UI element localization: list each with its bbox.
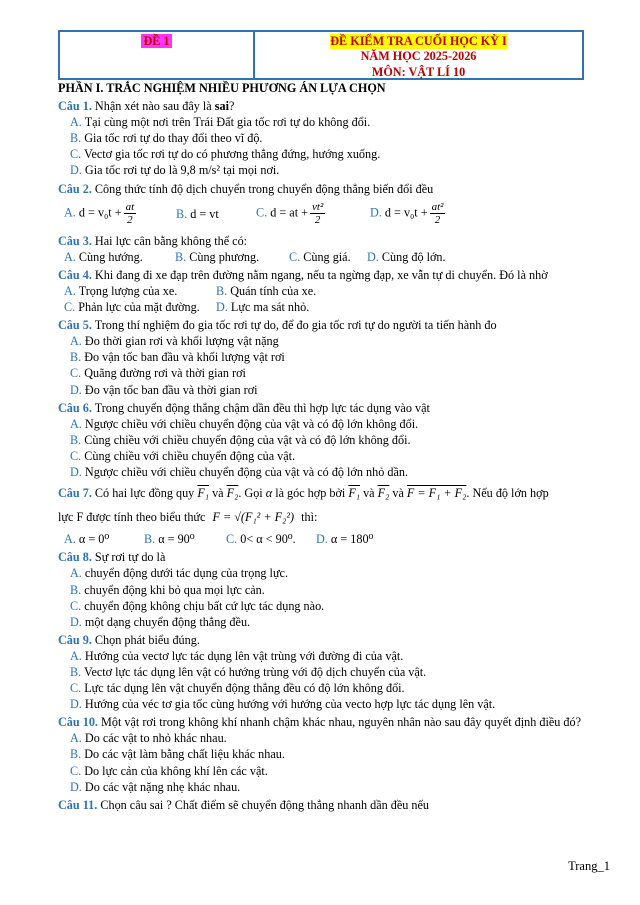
q4-options-row2 bbox=[58, 299, 588, 315]
exam-year: NĂM HỌC 2025-2026 bbox=[360, 49, 477, 64]
vector-f2: F₂ bbox=[377, 486, 390, 501]
question-text-end: ? bbox=[228, 99, 235, 114]
question-text: Một vật rơi trong không khí nhanh chậm khác nhau, nguyên nhân nào sau đây quyết định điều đó? bbox=[101, 715, 581, 730]
option-text: α = 180⁰ bbox=[330, 532, 374, 547]
option-text: chuyển động dưới tác dụng của trọng lực. bbox=[84, 566, 288, 581]
option-label: C. bbox=[70, 598, 82, 613]
question-number: Câu 11. bbox=[58, 797, 98, 812]
option-d[interactable] bbox=[58, 614, 588, 630]
option-b[interactable] bbox=[58, 664, 588, 680]
question-5 bbox=[58, 317, 588, 333]
option-text: Ngược chiều với chiều chuyển động của vật và có độ lớn nhỏ dần. bbox=[84, 464, 408, 479]
q3-options bbox=[58, 249, 588, 265]
option-a[interactable] bbox=[64, 249, 175, 265]
option-text: Tại cùng một nơi trên Trái Đất gia tốc rơi tự do không đổi. bbox=[84, 115, 371, 130]
option-label: B. bbox=[70, 582, 82, 597]
question-number: Câu 3. bbox=[58, 233, 92, 248]
option-d[interactable] bbox=[216, 299, 309, 315]
option-text: Đo vận tốc ban đầu và khối lượng vật rơi bbox=[84, 350, 285, 365]
option-label: A. bbox=[70, 334, 82, 349]
question-10 bbox=[58, 714, 588, 730]
question-2 bbox=[58, 181, 588, 197]
option-label: B. bbox=[70, 432, 82, 447]
option-d[interactable] bbox=[58, 779, 588, 795]
option-text: Do các vật làm bằng chất liệu khác nhau. bbox=[84, 747, 285, 762]
option-label: D. bbox=[316, 532, 328, 547]
q4-options-row1 bbox=[58, 283, 588, 299]
option-d[interactable] bbox=[367, 249, 446, 265]
question-1 bbox=[58, 98, 588, 114]
option-label: A. bbox=[64, 205, 76, 220]
option-label: B. bbox=[70, 665, 82, 679]
exam-title: ĐỀ KIỂM TRA CUỐI HỌC KỲ I bbox=[330, 34, 507, 48]
header-box bbox=[58, 30, 584, 80]
option-b[interactable] bbox=[58, 582, 588, 598]
option-label: A. bbox=[70, 648, 82, 663]
option-text: một dạng chuyển động thẳng đều. bbox=[84, 614, 251, 629]
option-text: Gia tốc rơi tự do là 9,8 m/s² tại mọi nơi. bbox=[84, 163, 280, 178]
option-label: A. bbox=[70, 731, 82, 746]
option-c[interactable] bbox=[58, 598, 588, 614]
option-label: C. bbox=[289, 249, 301, 264]
option-label: C. bbox=[64, 300, 76, 315]
question-text: Chọn phát biểu đúng. bbox=[94, 632, 200, 647]
option-c[interactable] bbox=[58, 680, 588, 696]
question-text: Nhận xét nào sau đây là bbox=[94, 99, 215, 114]
vector-f2: F₂ bbox=[226, 486, 239, 501]
option-a[interactable] bbox=[64, 531, 144, 547]
question-text: thì: bbox=[301, 510, 318, 525]
option-label: C. bbox=[70, 681, 82, 696]
option-label: A. bbox=[64, 532, 76, 547]
question-11 bbox=[58, 797, 588, 813]
question-text: . Gọi bbox=[238, 486, 263, 501]
option-label: D. bbox=[367, 249, 379, 264]
option-b[interactable] bbox=[58, 432, 588, 448]
option-text: Trọng lượng của xe. bbox=[78, 283, 178, 298]
question-4 bbox=[58, 267, 588, 283]
question-text: Trong chuyển động thẳng chậm dần đều thì hợp lực tác dụng vào vật bbox=[94, 400, 430, 415]
part-title: PHẦN I. TRẮC NGHIỆM NHIỀU PHƯƠNG ÁN LỰA CHỌN bbox=[58, 81, 386, 95]
option-d[interactable] bbox=[370, 201, 447, 226]
option-label: B. bbox=[175, 249, 187, 264]
option-b[interactable] bbox=[216, 283, 316, 299]
question-text: và bbox=[392, 486, 404, 501]
option-text: Phản lực của mặt đường. bbox=[78, 300, 200, 315]
option-label: D. bbox=[70, 779, 82, 794]
q7-options bbox=[58, 531, 588, 547]
option-c[interactable] bbox=[226, 531, 316, 547]
question-text: lực F được tính theo biểu thức bbox=[58, 510, 206, 525]
option-text: Đo vận tốc ban đầu và thời gian rơi bbox=[84, 382, 258, 397]
option-c[interactable] bbox=[289, 249, 367, 265]
option-c[interactable] bbox=[64, 299, 216, 315]
option-text: Hướng của véc tơ gia tốc cùng hướng với hướng của vecto hợp lực tác dụng lên vật. bbox=[84, 697, 496, 712]
question-number: Câu 4. bbox=[58, 267, 92, 282]
option-label: B. bbox=[70, 350, 82, 365]
option-label: C. bbox=[70, 448, 82, 463]
option-text: Cùng phương. bbox=[189, 249, 260, 264]
option-text: Ngược chiều với chiều chuyển động của vật và có độ lớn không đổi. bbox=[84, 416, 419, 431]
option-text: Lực ma sát nhỏ. bbox=[230, 300, 310, 315]
numerator: at bbox=[125, 201, 135, 214]
question-text: Khi đang đi xe đạp trên đường nằm ngang, nếu ta ngừng đạp, xe vẫn tự di chuyển. Đó là nhờ bbox=[94, 267, 548, 282]
option-label: D. bbox=[70, 382, 82, 397]
option-text: α = 0⁰ bbox=[78, 532, 110, 547]
option-text: Gia tốc rơi tự do thay đổi theo vĩ độ. bbox=[84, 131, 263, 146]
question-text: Hai lực cân bằng không thể có: bbox=[94, 233, 248, 248]
denominator: 2 bbox=[314, 214, 321, 227]
option-d[interactable] bbox=[58, 162, 588, 178]
option-label: B. bbox=[144, 532, 156, 547]
option-a[interactable] bbox=[64, 283, 216, 299]
option-a[interactable] bbox=[58, 333, 588, 349]
question-number: Câu 1. bbox=[58, 99, 92, 114]
option-label: C. bbox=[70, 147, 82, 162]
option-text: Cùng chiều với chiều chuyển động của vật và có độ lớn không đổi. bbox=[84, 432, 411, 447]
fraction bbox=[310, 201, 325, 226]
option-d[interactable] bbox=[58, 382, 588, 398]
option-c[interactable] bbox=[58, 146, 588, 162]
option-text: d = v₀t + bbox=[384, 205, 428, 220]
option-label: A. bbox=[64, 283, 76, 298]
option-text: d = at + bbox=[270, 205, 309, 220]
header-right-cell bbox=[255, 32, 582, 78]
option-label: C. bbox=[256, 205, 268, 220]
question-text: Công thức tính độ dịch chuyển trong chuyển động thẳng biến đổi đều bbox=[94, 181, 434, 196]
option-a[interactable] bbox=[58, 114, 588, 130]
option-label: D. bbox=[370, 205, 382, 220]
option-a[interactable] bbox=[58, 648, 588, 664]
question-text: và bbox=[212, 486, 224, 501]
question-3 bbox=[58, 233, 588, 249]
question-text: và bbox=[363, 486, 375, 501]
question-number: Câu 10. bbox=[58, 715, 98, 730]
option-d[interactable] bbox=[58, 696, 588, 712]
numerator: vt² bbox=[312, 201, 324, 214]
option-label: B. bbox=[70, 747, 82, 762]
option-text: Do các vật nặng nhẹ khác nhau. bbox=[84, 779, 241, 794]
option-text: Hướng của vectơ lực tác dụng lên vật trùng với đường đi của vật. bbox=[84, 648, 404, 663]
option-c[interactable] bbox=[58, 448, 588, 464]
option-text: Cùng độ lớn. bbox=[381, 249, 446, 264]
exam-subject: MÔN: VẬT LÍ 10 bbox=[371, 64, 466, 79]
option-a[interactable] bbox=[58, 565, 588, 581]
question-7 bbox=[58, 485, 588, 501]
question-text: là góc hợp bởi bbox=[275, 486, 346, 501]
q2-options bbox=[58, 197, 588, 231]
option-text: d = vt bbox=[190, 206, 219, 221]
option-label: A. bbox=[70, 115, 82, 130]
option-b[interactable] bbox=[58, 746, 588, 762]
option-text: Cùng hướng. bbox=[78, 249, 143, 264]
option-text: chuyển động không chịu bất cứ lực tác dụng nào. bbox=[84, 598, 325, 613]
option-label: C. bbox=[70, 763, 82, 778]
option-b[interactable] bbox=[175, 249, 289, 265]
option-c[interactable] bbox=[58, 365, 588, 381]
option-label: B. bbox=[176, 206, 188, 221]
option-text: Vectơ gia tốc rơi tự do có phương thẳng đứng, hướng xuống. bbox=[84, 147, 381, 162]
option-text: α = 90⁰ bbox=[158, 532, 195, 547]
fraction bbox=[124, 201, 137, 226]
option-text: 0< α < 90⁰. bbox=[240, 532, 296, 547]
magnitude-formula: F = √(F₁² + F₂²) bbox=[212, 510, 295, 525]
q7-line2 bbox=[58, 509, 588, 525]
option-d[interactable] bbox=[58, 464, 588, 480]
exam-code: ĐỀ 1 bbox=[143, 34, 170, 48]
question-9 bbox=[58, 632, 588, 648]
option-label: D. bbox=[70, 163, 82, 178]
question-number: Câu 8. bbox=[58, 550, 92, 565]
question-emphasis: sai bbox=[214, 99, 229, 114]
exam-page bbox=[58, 30, 588, 813]
option-b[interactable] bbox=[144, 531, 226, 547]
option-label: B. bbox=[70, 131, 82, 146]
option-b[interactable] bbox=[58, 349, 588, 365]
option-b[interactable] bbox=[176, 206, 256, 222]
option-text: Vectơ lực tác dụng lên vật có hướng trùng với độ dịch chuyển của vật. bbox=[84, 665, 427, 679]
option-text: Do các vật to nhỏ khác nhau. bbox=[84, 731, 227, 746]
option-text: Đo thời gian rơi và khối lượng vật nặng bbox=[84, 334, 279, 349]
option-label: A. bbox=[70, 416, 82, 431]
option-label: A. bbox=[70, 566, 82, 581]
option-label: D. bbox=[70, 697, 82, 712]
option-label: D. bbox=[216, 300, 228, 315]
question-text: Có hai lực đồng quy bbox=[94, 486, 195, 501]
option-text: d = v₀t + bbox=[78, 205, 122, 220]
question-number: Câu 9. bbox=[58, 632, 92, 647]
option-label: A. bbox=[64, 249, 76, 264]
option-a[interactable] bbox=[58, 730, 588, 746]
option-label: D. bbox=[70, 464, 82, 479]
option-text: Cùng giá. bbox=[303, 249, 351, 264]
option-b[interactable] bbox=[58, 130, 588, 146]
numerator: at² bbox=[431, 201, 444, 214]
option-c[interactable] bbox=[58, 763, 588, 779]
option-text: Do lực cản của không khí lên các vật. bbox=[84, 763, 268, 778]
page-number: Trang_1 bbox=[568, 859, 610, 873]
alpha-symbol: α bbox=[265, 486, 273, 501]
question-number: Câu 5. bbox=[58, 318, 92, 333]
question-text: . Nếu độ lớn hợp bbox=[466, 486, 549, 501]
fraction bbox=[430, 201, 446, 226]
option-label: C. bbox=[226, 532, 238, 547]
option-text: chuyển động khi bỏ qua mọi lực cản. bbox=[84, 582, 265, 597]
option-c[interactable] bbox=[256, 201, 370, 226]
option-text: Cùng chiều với chiều chuyển động của vật. bbox=[84, 448, 296, 463]
option-label: C. bbox=[70, 366, 82, 381]
vector-f1: F₁ bbox=[348, 486, 361, 501]
option-label: D. bbox=[70, 614, 82, 629]
option-text: Lực tác dụng lên vật chuyển động thẳng đều có độ lớn không đổi. bbox=[84, 681, 405, 696]
question-text: Chọn câu sai ? Chất điểm sẽ chuyển động thẳng nhanh dần đều nếu bbox=[100, 797, 429, 812]
option-a[interactable] bbox=[64, 201, 176, 226]
question-number: Câu 2. bbox=[58, 181, 92, 196]
question-number: Câu 6. bbox=[58, 400, 92, 415]
question-number: Câu 7. bbox=[58, 486, 92, 501]
header-left-cell bbox=[60, 32, 255, 78]
option-d[interactable] bbox=[316, 531, 373, 547]
vector-f1: F₁ bbox=[197, 486, 210, 501]
vector-sum-equation: F = F₁ + F₂ bbox=[406, 486, 467, 501]
option-a[interactable] bbox=[58, 416, 588, 432]
question-text: Sự rơi tự do là bbox=[94, 550, 166, 565]
option-label: B. bbox=[216, 283, 228, 298]
denominator: 2 bbox=[127, 214, 133, 227]
option-text: Quán tính của xe. bbox=[230, 283, 317, 298]
question-6 bbox=[58, 400, 588, 416]
option-text: Quãng đường rơi và thời gian rơi bbox=[84, 366, 246, 381]
denominator: 2 bbox=[434, 214, 441, 227]
question-text: Trong thí nghiệm đo gia tốc rơi tự do, để đo gia tốc rơi tự do người ta tiến hành đo bbox=[94, 318, 497, 333]
question-8 bbox=[58, 549, 588, 565]
